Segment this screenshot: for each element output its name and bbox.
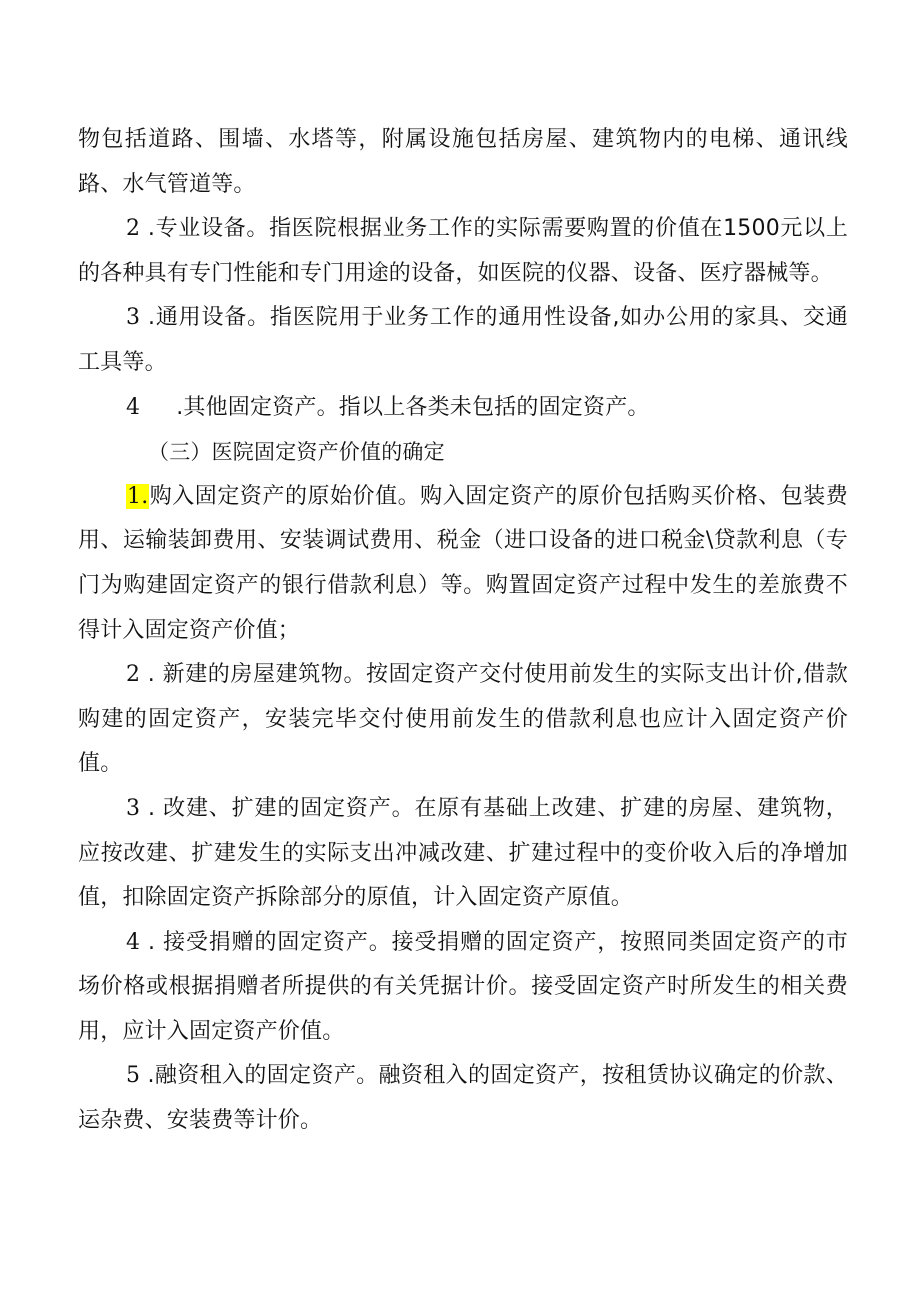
- paragraph-item-4-donated-assets: [78, 921, 848, 1055]
- paragraph-text: . 接受捐赠的固定资产。接受捐赠的固定资产，按照同类固定资产的市场价格或根据捐赠者所提供的有关凭据计价。接受固定资产时所发生的相关费用，应计入固定资产价值。: [78, 929, 848, 1044]
- paragraph-item-1-purchased-assets: [78, 475, 848, 653]
- paragraph-item-2-new-buildings: [78, 653, 848, 787]
- paragraph-text: 物包括道路、围墙、水塔等，附属设施包括房屋、建筑物内的电梯、通讯线路、水气管道等。: [78, 127, 848, 197]
- paragraph-text: .专业设备。指医院根据业务工作的实际需要购置的价值在1500元以上的各种具有专门性能和专门用途的设备，如医院的仪器、设备、医疗器械等。: [78, 216, 848, 286]
- section-heading-text: （三）医院固定资产价值的确定: [148, 440, 445, 465]
- paragraph-text: .融资租入的固定资产。融资租入的固定资产，按租赁协议确定的价款、运杂费、安装费等计价。: [78, 1063, 848, 1134]
- paragraph-item-2-specialized-equipment: [78, 207, 848, 296]
- paragraph-item-3-general-equipment: [78, 296, 848, 385]
- item-number: 2: [126, 662, 141, 688]
- item-number: 4: [126, 394, 141, 420]
- paragraph-item-3-renovated-assets: [78, 787, 848, 921]
- document-page: [78, 118, 848, 1144]
- paragraph-item-4-other-assets: [78, 386, 848, 431]
- paragraph-text: .通用设备。指医院用于业务工作的通用性设备,如办公用的家具、交通工具等。: [78, 305, 848, 375]
- item-number: 5: [126, 1063, 141, 1089]
- item-number: 3: [126, 305, 141, 331]
- paragraph-text: . 改建、扩建的固定资产。在原有基础上改建、扩建的房屋、建筑物，应按改建、扩建发生的实际支出冲减改建、扩建过程中的变价收入后的净增加值，扣除固定资产拆除部分的原值，计入固定资产原值。: [78, 795, 848, 911]
- paragraph-text: .其他固定资产。指以上各类未包括的固定资产。: [176, 394, 650, 420]
- section-heading: [78, 430, 848, 475]
- item-number: 3: [126, 795, 141, 821]
- paragraph-text: . 新建的房屋建筑物。按固定资产交付使用前发生的实际支出计价,借款购建的固定资产，安装完毕交付使用前发生的借款利息也应计入固定资产价值。: [78, 662, 848, 777]
- paragraph-continuation: [78, 118, 848, 207]
- item-number: 4: [126, 929, 141, 955]
- paragraph-text: 购入固定资产的原始价值。购入固定资产的原价包括购买价格、包装费用、运输装卸费用、安装调试费用、税金（进口设备的进口税金\贷款利息（专门为购建固定资产的银行借款利息）等。购置固定资产过程中发生的差旅费不得计入固定资产价值；: [78, 483, 848, 643]
- paragraph-item-5-leased-assets: [78, 1054, 848, 1143]
- item-number: 2: [126, 216, 141, 242]
- highlighted-item-number: 1.: [127, 483, 149, 509]
